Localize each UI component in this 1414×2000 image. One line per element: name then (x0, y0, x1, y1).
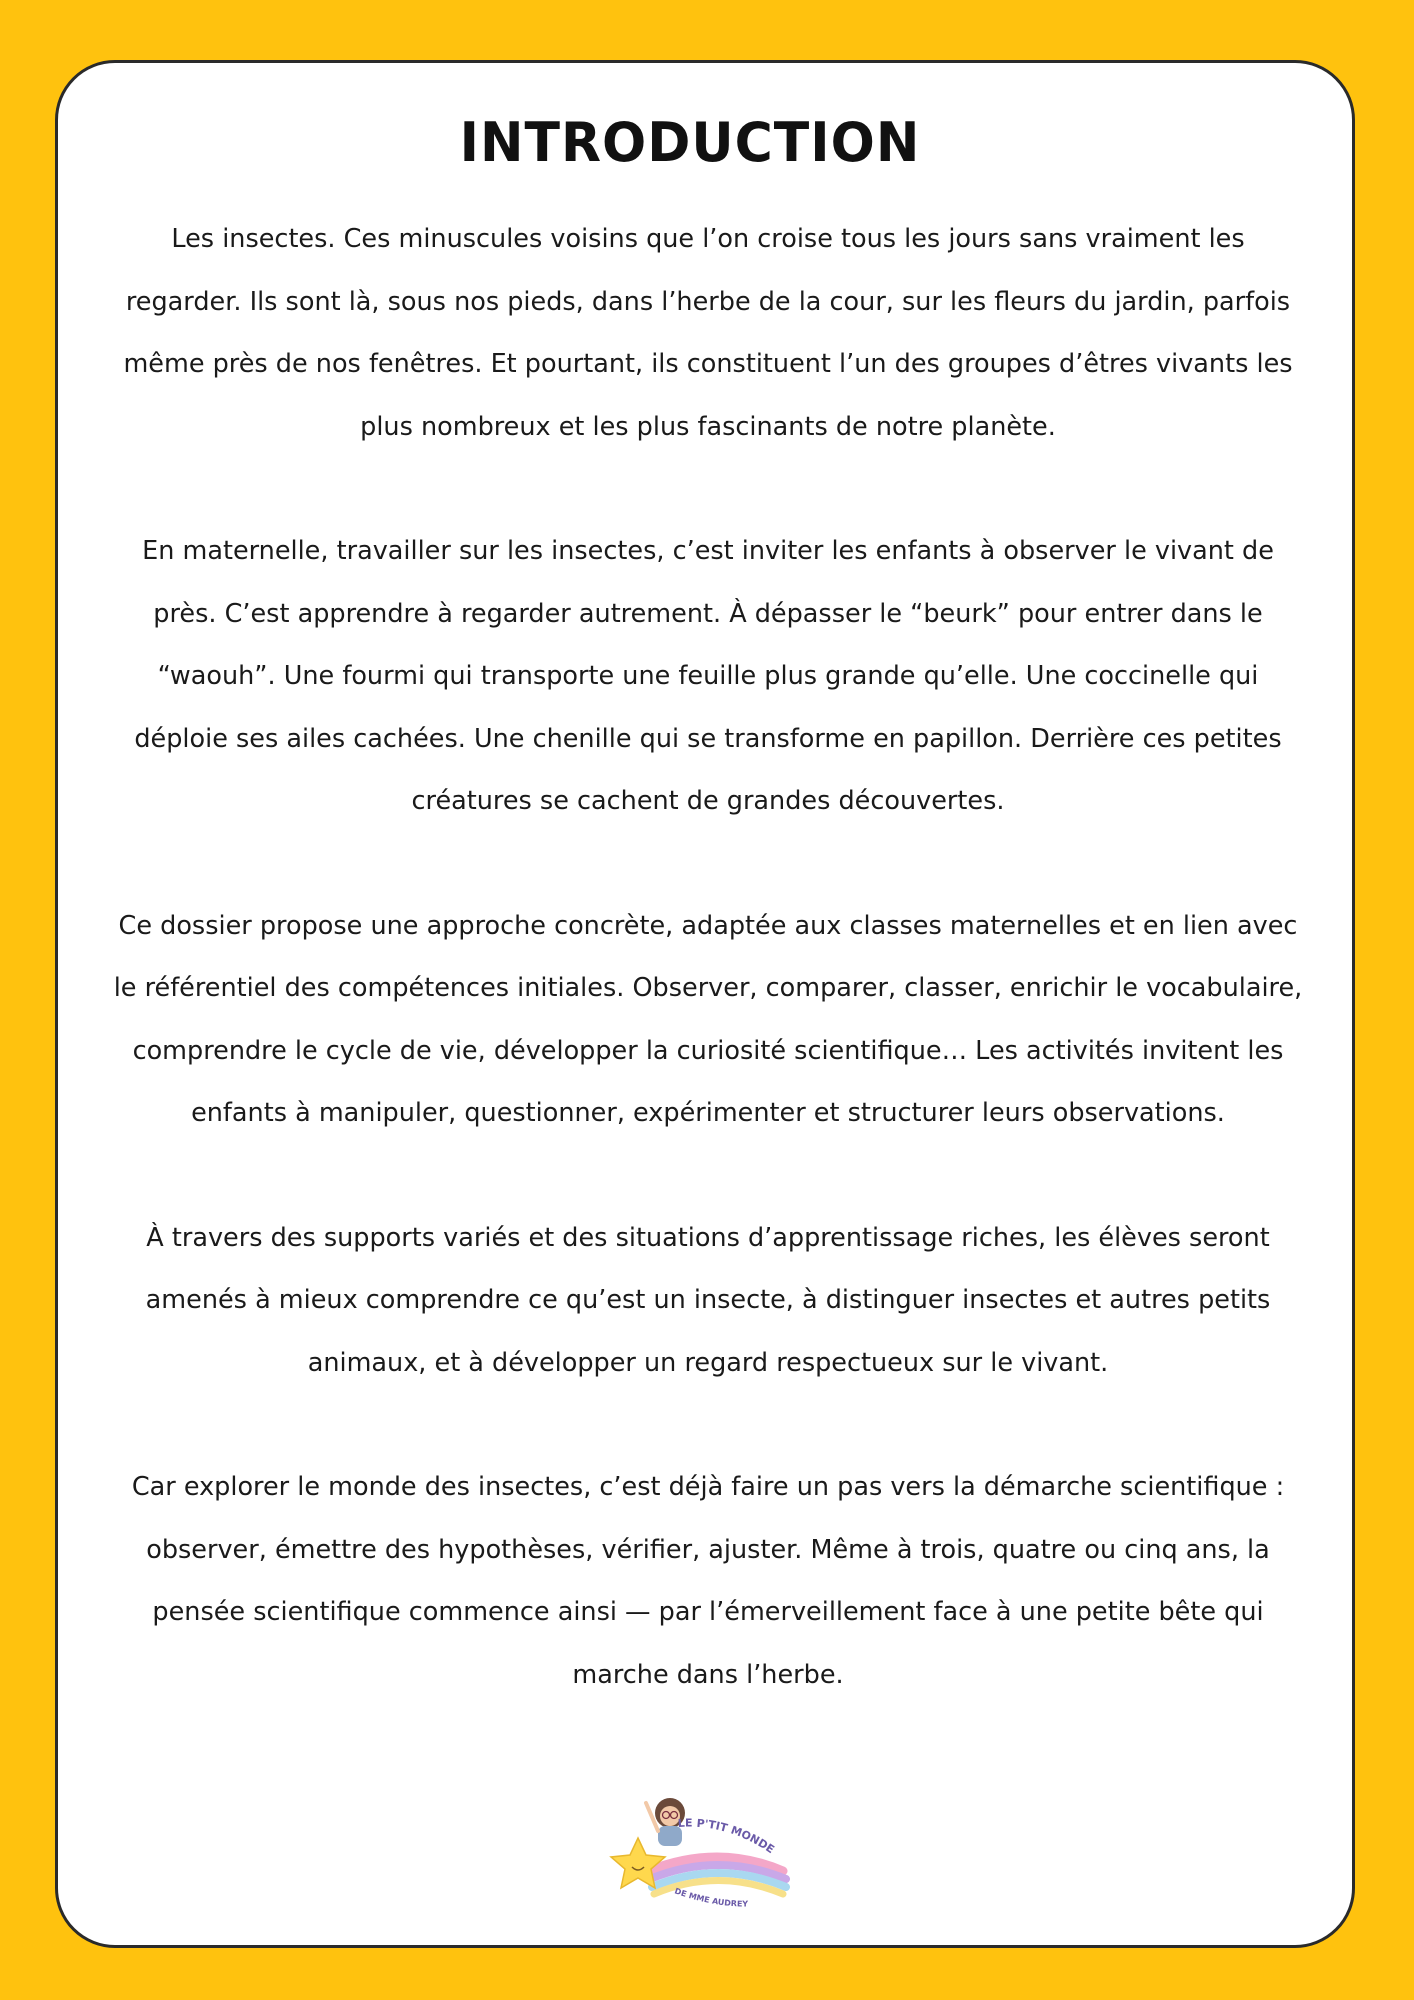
page-card (55, 60, 1355, 1948)
logo-text-top: LE P'TIT MONDE (677, 1816, 777, 1857)
paragraph-3: Ce dossier propose une approche concrète, adaptée aux classes maternelles et en lien avec le référentiel des compétences initiales. Observer, comparer, classer, enrichir le vocabulaire, comprendre le cycle de vie, développer la curiosité scientifique… Les activités invitent les enfants à manipuler, questionner, expérimenter et structurer leurs observations. (113, 910, 1303, 1128)
logo-text-bottom: DE MME AUDREY (673, 1886, 749, 1909)
introduction-body (113, 208, 1303, 1706)
paragraph-1: Les insectes. Ces minuscules voisins que l’on croise tous les jours sans vraiment les regarder. Ils sont là, sous nos pieds, dans l’herbe de la cour, sur les fleurs du jardin, parfois même près de nos fenêtres. Et pourtant, ils constituent l’un des groupes d’êtres vivants les plus nombreux et les plus fascinants de notre planète. (123, 224, 1293, 442)
brand-logo (608, 1793, 798, 1923)
paragraph-5: Car explorer le monde des insectes, c’est déjà faire un pas vers la démarche scientifique : observer, émettre des hypothèses, vérifier, ajuster. Même à trois, quatre ou cinq ans, la pensée scientifique commence ainsi — par l’émerveillement face à une petite bête qui marche dans l’herbe. (131, 1472, 1285, 1690)
page-title: INTRODUCTION (459, 111, 921, 175)
paragraph-4: À travers des supports variés et des situations d’apprentissage riches, les élèves seront amenés à mieux comprendre ce qu’est un insecte, à distinguer insectes et autres petits animaux, et à développer un regard respectueux sur le vivant. (145, 1222, 1271, 1378)
paragraph-2: En maternelle, travailler sur les insectes, c’est inviter les enfants à observer le vivant de près. C’est apprendre à regarder autrement. À dépasser le “beurk” pour entrer dans le “waouh”. Une fourmi qui transporte une feuille plus grande qu’elle. Une coccinelle qui déploie ses ailes cachées. Une chenille qui se transforme en papillon. Derrière ces petites créatures se cachent de grandes découvertes. (134, 536, 1282, 816)
